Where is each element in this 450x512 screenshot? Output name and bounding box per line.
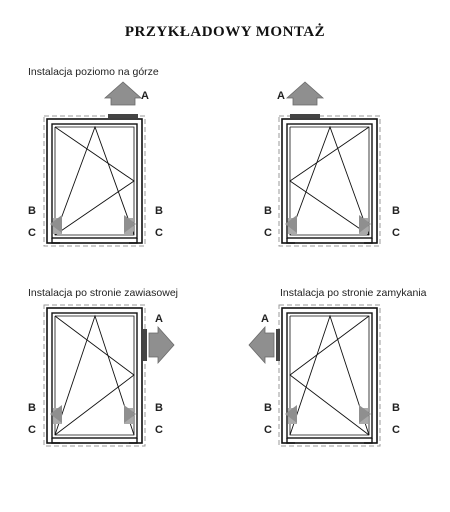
label-a: A [155, 313, 163, 325]
caption-top-left: Instalacja poziomo na górze [28, 66, 159, 78]
label-b: B [264, 402, 272, 414]
label-c: C [28, 227, 36, 239]
window-diagram-top-right [279, 82, 380, 246]
label-b: B [392, 402, 400, 414]
label-b: B [155, 205, 163, 217]
caption-bottom-left: Instalacja po stronie zawiasowej [28, 287, 178, 299]
label-a: A [141, 90, 149, 102]
label-a: A [261, 313, 269, 325]
label-c: C [264, 424, 272, 436]
label-b: B [155, 402, 163, 414]
label-c: C [264, 227, 272, 239]
label-c: C [392, 424, 400, 436]
label-a: A [277, 90, 285, 102]
label-c: C [155, 227, 163, 239]
label-b: B [392, 205, 400, 217]
label-c: C [392, 227, 400, 239]
arrow-a-icon [249, 327, 274, 363]
page-title: PRZYKŁADOWY MONTAŻ [124, 24, 326, 40]
label-c: C [28, 424, 36, 436]
arrow-a-icon [149, 327, 174, 363]
label-c: C [155, 424, 163, 436]
label-b: B [264, 205, 272, 217]
arrow-a-icon [105, 82, 141, 105]
label-b: B [28, 402, 36, 414]
caption-bottom-right: Instalacja po stronie zamykania [280, 287, 427, 299]
label-b: B [28, 205, 36, 217]
window-diagram-top-left [44, 82, 145, 246]
arrow-a-icon [287, 82, 323, 105]
